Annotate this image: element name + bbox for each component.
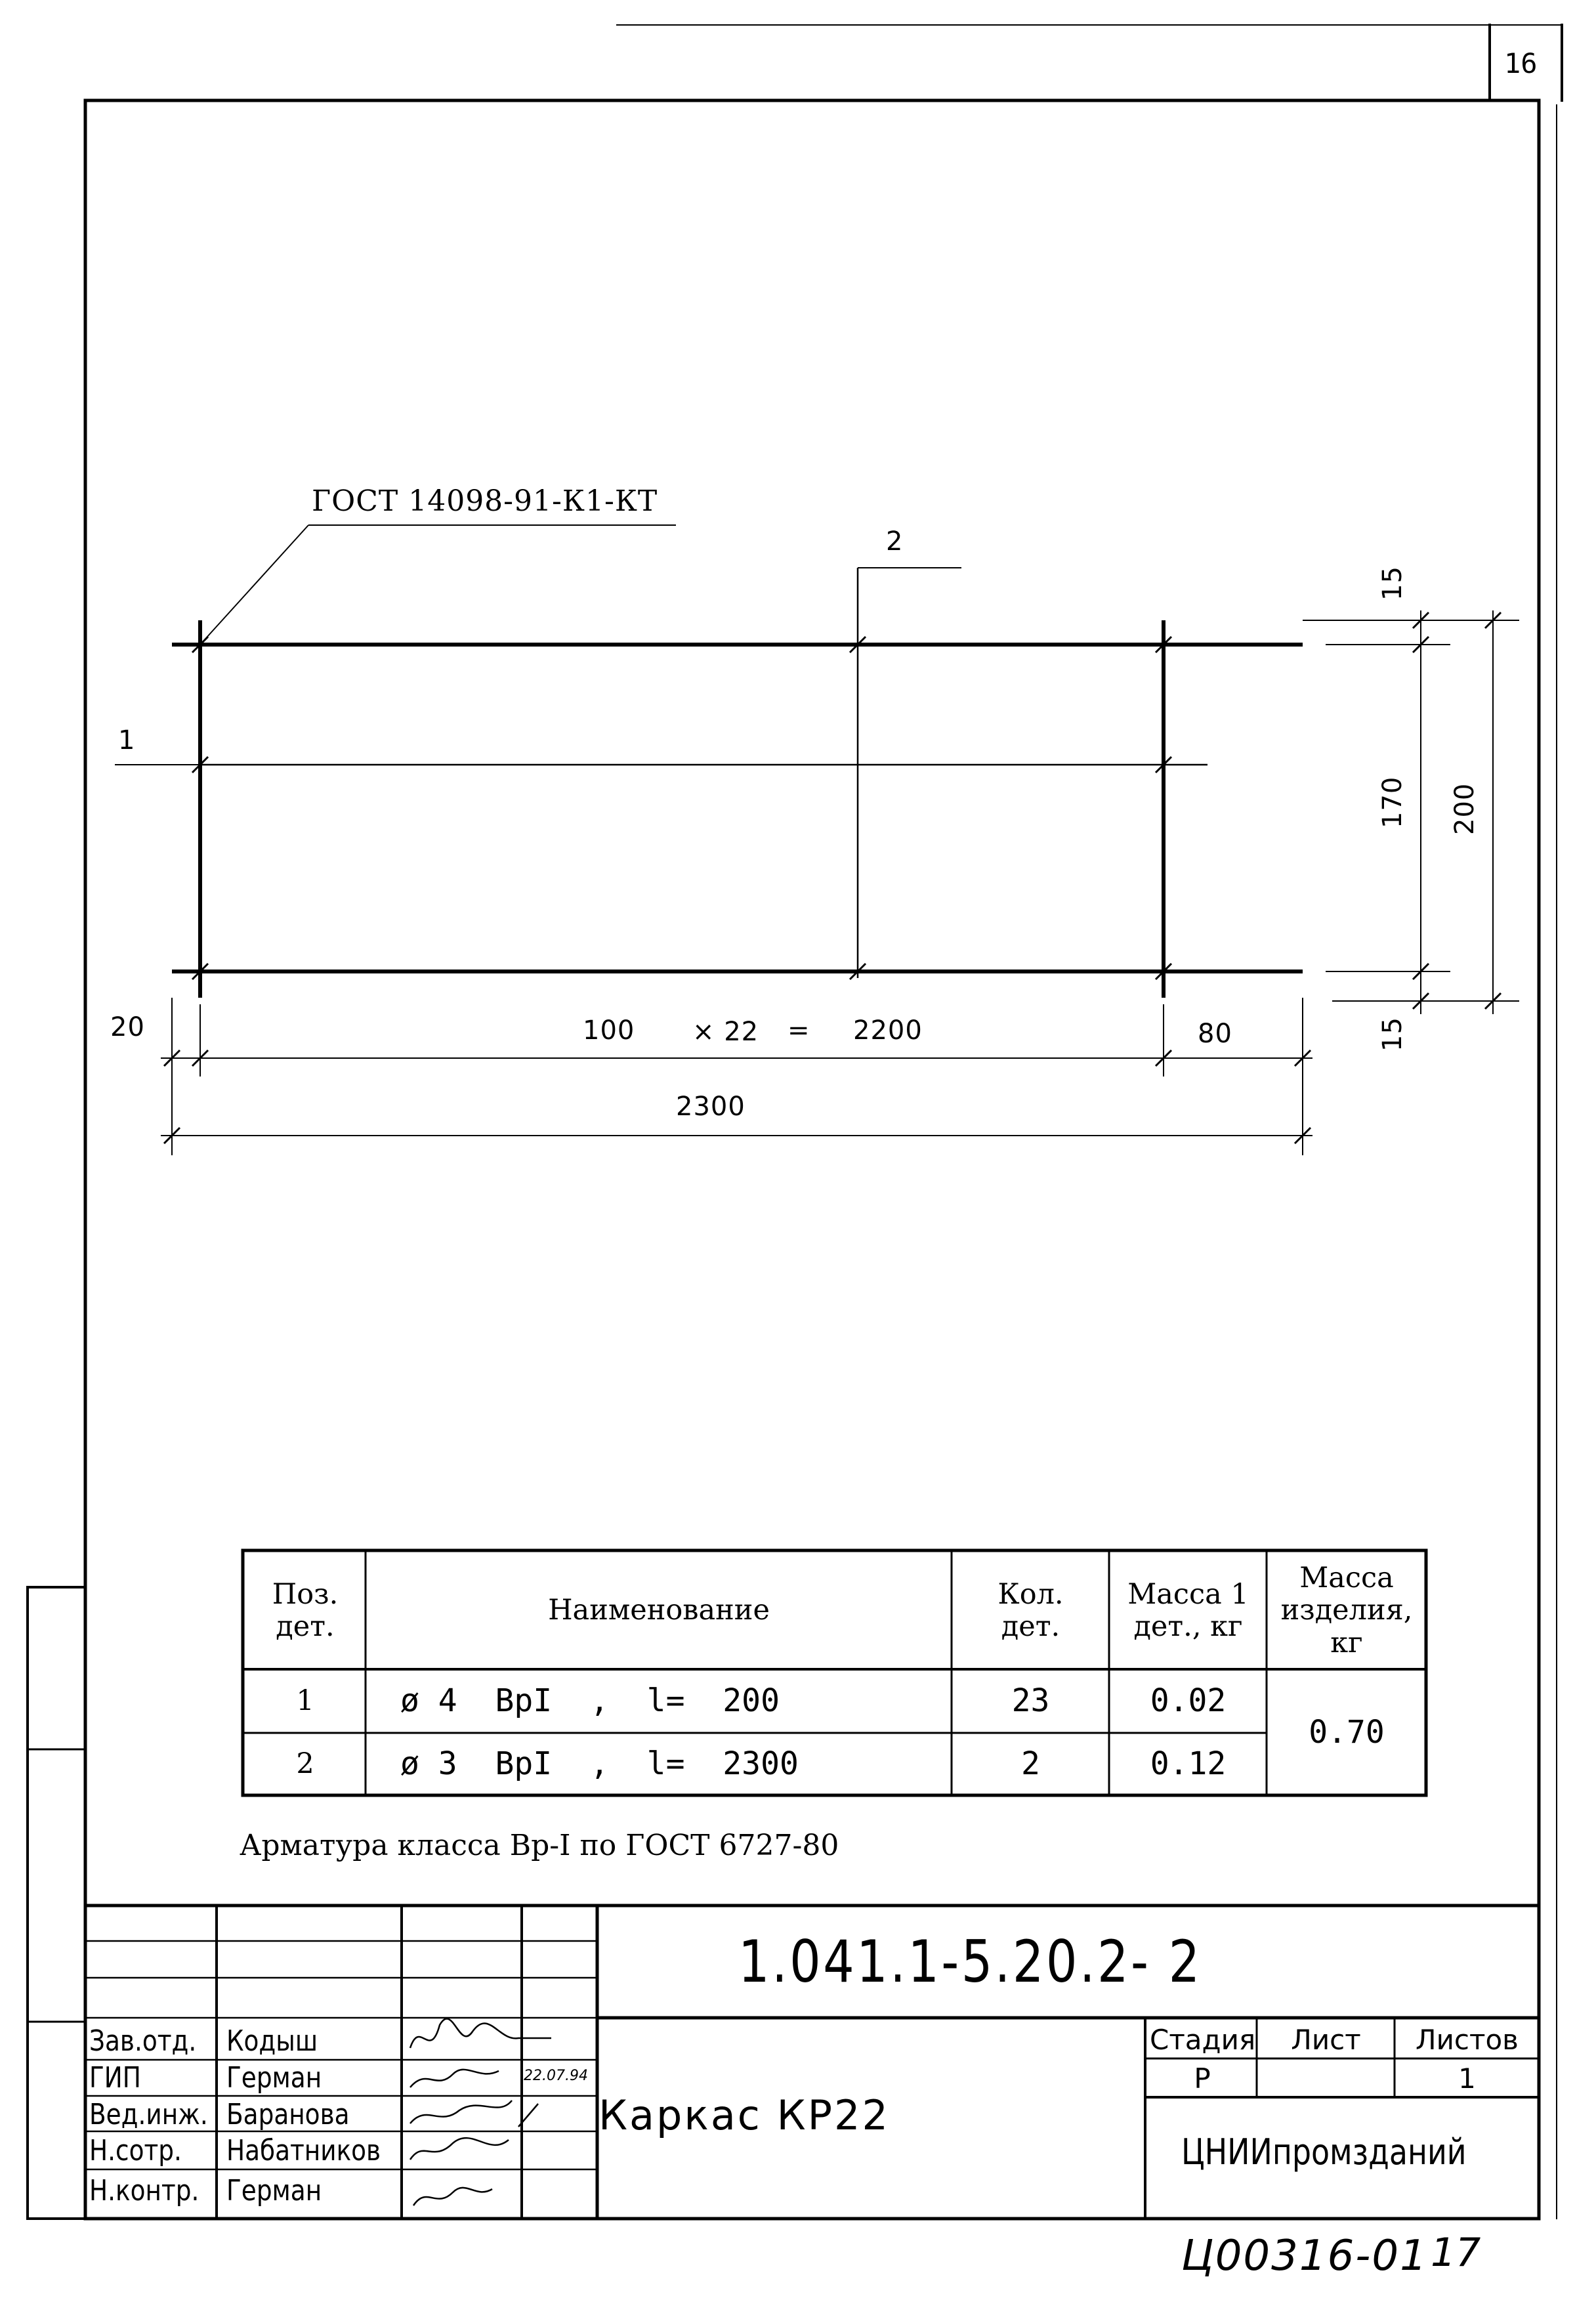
dim-170: 170 xyxy=(1377,776,1408,828)
position-marker-1: 1 xyxy=(118,725,136,756)
dim-left-20: 20 xyxy=(110,1012,145,1042)
row-mass: 0.02 xyxy=(1150,1682,1227,1720)
product-name: Каркас КР22 xyxy=(598,2091,890,2139)
row-qty: 2 xyxy=(1021,1745,1040,1783)
approval-date: 22.07.94 xyxy=(524,2068,588,2084)
reinforcement-note: Арматура класса Вр-I по ГОСТ 6727-80 xyxy=(240,1829,839,1862)
signer-name: Герман xyxy=(226,2174,322,2207)
row-name: ø 3 ВрI , l= 2300 xyxy=(400,1745,799,1783)
signer-role: ГИП xyxy=(89,2061,141,2095)
signer-role: Н.контр. xyxy=(89,2174,200,2207)
stage-label: Стадия xyxy=(1150,2024,1256,2056)
stage-value: Р xyxy=(1194,2062,1211,2095)
dim-equals: = xyxy=(788,1015,810,1046)
dim-top-15: 15 xyxy=(1377,566,1408,601)
signer-role: Вед.инж. xyxy=(89,2098,208,2131)
header-qty: Кол. дет. xyxy=(998,1577,1064,1643)
signer-role: Зав.отд. xyxy=(89,2024,197,2058)
signer-role: Н.сотр. xyxy=(89,2134,182,2167)
weld-note: ГОСТ 14098-91-К1-КТ xyxy=(312,484,658,518)
dim-pitch: 100 xyxy=(583,1015,635,1046)
sheets-label: Листов xyxy=(1416,2024,1519,2056)
designation: 1.041.1-5.20.2- 2 xyxy=(738,1928,1202,1995)
header-mass-one: Масса 1 дет., кг xyxy=(1127,1577,1249,1643)
archive-page: 17 xyxy=(1431,2230,1481,2276)
dim-bottom-15: 15 xyxy=(1377,1017,1408,1052)
row-name: ø 4 ВрI , l= 200 xyxy=(400,1682,780,1720)
dim-right-80: 80 xyxy=(1198,1019,1232,1049)
dim-overall: 2300 xyxy=(676,1092,746,1122)
signer-name: Баранова xyxy=(226,2098,350,2131)
header-mass-item: Масса изделия, кг xyxy=(1280,1561,1413,1659)
header-pos: Поз. дет. xyxy=(272,1577,339,1643)
total-mass: 0.70 xyxy=(1309,1713,1385,1751)
sheet-label: Лист xyxy=(1291,2024,1361,2056)
dim-total-pitch: 2200 xyxy=(853,1015,923,1046)
dim-200: 200 xyxy=(1450,782,1480,835)
row-mass: 0.12 xyxy=(1150,1745,1227,1783)
row-pos: 1 xyxy=(296,1684,314,1718)
row-qty: 23 xyxy=(1011,1682,1050,1720)
header-name: Наименование xyxy=(548,1594,770,1627)
organization: ЦНИИпромзданий xyxy=(1181,2131,1467,2173)
archive-code: Ц00316-01 xyxy=(1181,2232,1428,2280)
sheets-value: 1 xyxy=(1458,2062,1476,2095)
signer-name: Набатников xyxy=(226,2134,381,2167)
dim-times: × 22 xyxy=(692,1017,759,1047)
signer-name: Герман xyxy=(226,2061,322,2095)
signatures xyxy=(410,2018,551,2206)
signer-name: Кодыш xyxy=(226,2024,318,2058)
position-marker-2: 2 xyxy=(886,526,904,557)
page-number: 16 xyxy=(1504,47,1538,79)
row-pos: 2 xyxy=(296,1747,314,1781)
